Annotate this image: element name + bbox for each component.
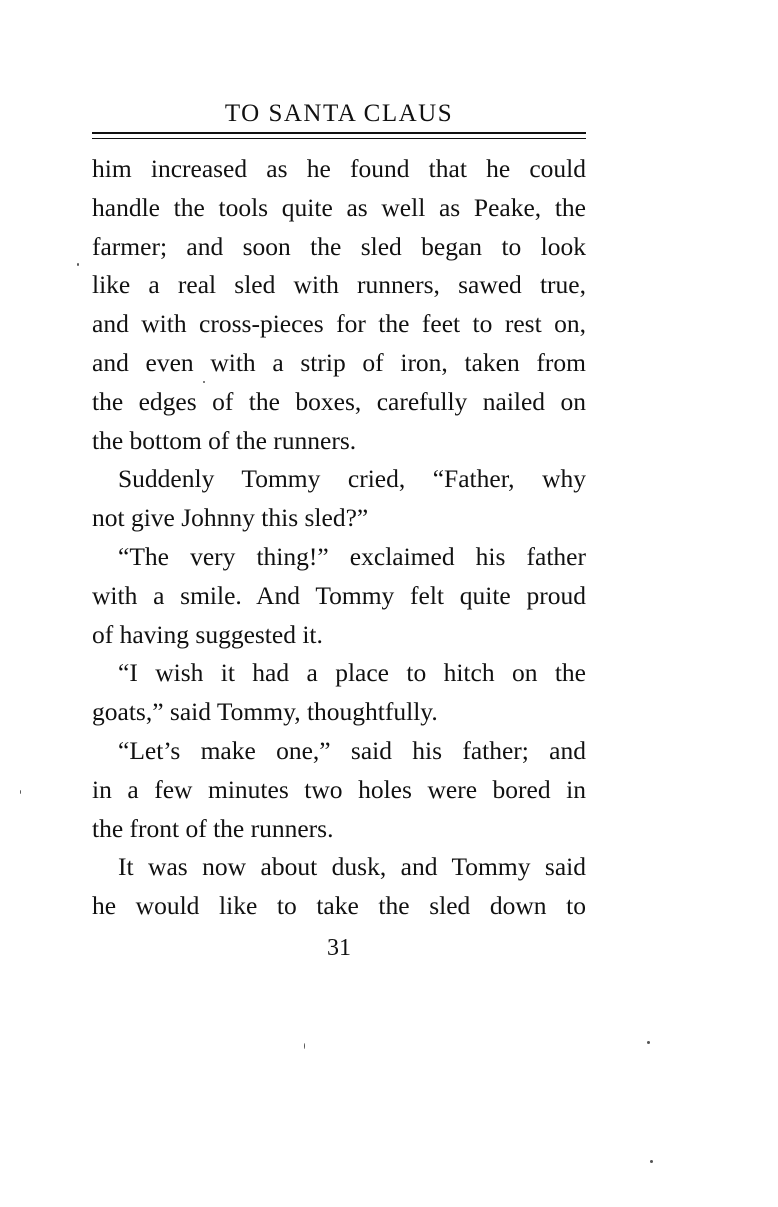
running-head: TO SANTA CLAUS: [224, 100, 454, 127]
text-line: the bottom of the runners.: [92, 425, 357, 455]
text-line: and with cross-pieces for the feet to rest on,: [92, 309, 586, 339]
text-line: farmer; and soon the sled began to look: [92, 231, 586, 261]
body-text: [92, 150, 586, 926]
text-line: of having suggested it.: [92, 619, 323, 649]
scan-speck: [650, 1160, 653, 1163]
text-line: he would like to take the sled down to: [92, 891, 586, 921]
paragraph: [92, 150, 586, 460]
page-number: 31: [327, 935, 351, 961]
header-rule-thin: [92, 138, 586, 139]
paragraph: [92, 654, 586, 732]
text-line: “Let’s make one,” said his father; and: [118, 735, 586, 765]
text-line: It was now about dusk, and Tommy said: [118, 852, 586, 882]
scan-speck: [77, 263, 79, 266]
text-line: the front of the runners.: [92, 813, 334, 843]
text-line: in a few minutes two holes were bored in: [92, 774, 586, 804]
text-line: Suddenly Tommy cried, “Father, why: [118, 464, 586, 494]
paragraph: [92, 460, 586, 538]
text-line: “The very thing!” exclaimed his father: [118, 541, 586, 571]
text-line: goats,” said Tommy, thoughtfully.: [92, 697, 438, 727]
scan-speck: [647, 1041, 650, 1044]
header-rule-thick: [92, 132, 586, 134]
text-line: “I wish it had a place to hitch on the: [118, 658, 586, 688]
text-line: like a real sled with runners, sawed true,: [92, 270, 586, 300]
text-line: the edges of the boxes, carefully nailed on: [92, 386, 586, 416]
scan-speck: [304, 1043, 305, 1049]
text-line: and even with a strip of iron, taken from: [92, 347, 586, 377]
scan-speck: [203, 381, 205, 383]
paragraph: [92, 538, 586, 654]
text-line: not give Johnny this sled?”: [92, 503, 369, 533]
text-line: him increased as he found that he could: [92, 154, 586, 183]
paragraph: [92, 848, 586, 926]
text-line: handle the tools quite as well as Peake, the: [92, 192, 586, 222]
paragraph: [92, 732, 586, 848]
text-line: with a smile. And Tommy felt quite proud: [92, 580, 586, 610]
scan-speck: [20, 790, 21, 794]
